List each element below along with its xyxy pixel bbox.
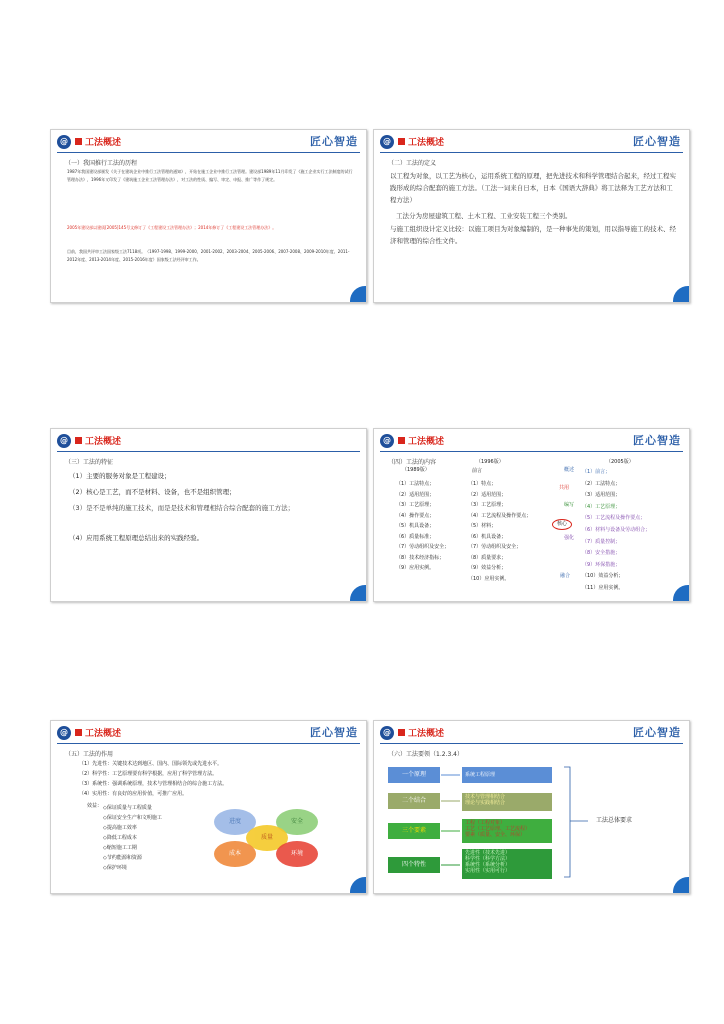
circle-progress: 进度 <box>214 809 256 835</box>
slide-title: 工法概述 <box>408 437 445 447</box>
slide-3 <box>50 428 367 602</box>
preface-label: 前言 <box>472 468 483 474</box>
slide-1 <box>50 129 367 303</box>
list-item: ◇缩短施工工期 <box>103 845 137 851</box>
content-line: 要素（质量、安全、环保） <box>465 832 526 838</box>
title-marker-icon <box>398 437 405 444</box>
brand-logo: 匠心智造 <box>633 135 681 148</box>
effects-list <box>103 803 162 873</box>
list-item: （8）技术经济指标； <box>396 554 445 561</box>
list-item: （4）应用系统工程原理总结出来的实践经验。 <box>69 534 204 542</box>
content-line: 技术与管理相结合 <box>465 794 506 800</box>
slide-header <box>374 721 689 745</box>
title-marker-icon <box>398 729 405 736</box>
list-item: （1）前言； <box>582 469 611 475</box>
circle-safety: 安全 <box>276 809 318 835</box>
logo-icon: @ <box>57 434 71 448</box>
paragraph: 目前，我国共评审工法国家级工法7118项。（1997-1998、1999-2000、2001-2002、2003-2004、2005-2006、2007-2008、2009-2010年度、2011-2012年度、2013-2014年度、2015-2016年度）国家级工法经评审工作。 <box>67 249 350 262</box>
circle-cost: 成本 <box>214 841 256 867</box>
list-item: （1）特点； <box>468 481 497 487</box>
section-title: （四）工法的内容 <box>388 459 437 466</box>
brand-logo: 匠心智造 <box>633 434 681 447</box>
section-title: （三）工法的特征 <box>65 459 114 466</box>
corner-decoration <box>350 585 367 602</box>
list-item: （6）质量标准； <box>396 533 435 540</box>
content-line: 科学性（科学方法） <box>465 856 511 862</box>
column-2005 <box>582 467 650 595</box>
header-rule <box>380 743 683 744</box>
logo-icon: @ <box>380 726 394 740</box>
list-item: （2）工法特点； <box>582 480 621 487</box>
list-item: （3）系统性：强调系统原理，技术与管理相结合的综合施工方法。 <box>79 781 228 787</box>
list-item: ◇降低工程成本 <box>103 835 137 841</box>
list-item: （4）操作要点； <box>396 512 435 519</box>
header-rule <box>57 743 360 744</box>
brand-logo: 匠心智造 <box>310 726 358 739</box>
slide-header <box>374 429 689 453</box>
brand-logo: 匠心智造 <box>633 726 681 739</box>
slide-title: 工法概述 <box>408 138 445 148</box>
paragraph: 2005年建设部以建质[2005]145号文修订了《工程建设工法管理办法》；2014年修订了《工程建设工法管理办法》。 <box>67 225 277 230</box>
title-marker-icon <box>75 729 82 736</box>
row-label: 三个要素 <box>388 823 440 839</box>
list-item: （2）核心是工艺，而不是材料、设备，也不是组织管理； <box>69 488 236 496</box>
list-item: （7）劳动组织及安全； <box>396 544 450 550</box>
list-item: （8）安全措施； <box>582 550 621 557</box>
list-item: ◇节约能源和资源 <box>103 855 142 861</box>
header-rule <box>380 152 683 153</box>
list-item: （2）适用范围； <box>396 491 435 498</box>
section-title: （二）工法的定义 <box>388 160 437 167</box>
list-item: （4）工艺流程及操作要点； <box>468 512 532 519</box>
list-item: （1）主要的服务对象是工程建设； <box>69 472 171 480</box>
corner-decoration <box>350 286 367 303</box>
content-line: 工程（工程对象） <box>465 820 506 826</box>
corner-decoration <box>673 877 690 894</box>
row-label: 二个结合 <box>388 793 440 809</box>
paragraph: 与施工组织设计定义比较：以施工项目为对象编制的，是一种事先的策划，用以指导施工的技术、经济和管理的综合性文件。 <box>390 225 676 245</box>
logo-icon: @ <box>57 726 71 740</box>
content-line: 先进性（技术先进） <box>465 850 511 856</box>
list-item: （2）科学性：工艺原理要有科学根据，应用了科学管理方法。 <box>79 771 218 777</box>
tag-label: 融合 <box>560 573 571 579</box>
row-label: 四个特性 <box>388 857 440 873</box>
summary-label: 工法总体要求 <box>596 817 633 824</box>
list-item: （4）工艺原理； <box>582 503 621 510</box>
content-line: 系统工程原理 <box>465 772 496 778</box>
list-item: （2）适用范围； <box>468 491 507 498</box>
list-item: （9）效益分析； <box>468 565 507 571</box>
row-content <box>462 849 552 879</box>
section-title: （六）工法要领（1.2.3.4） <box>388 751 463 758</box>
column-1989 <box>396 479 449 574</box>
list-item: （3）是不是单纯的施工技术，而是是技术和管理相结合综合配套的施工方法； <box>69 504 295 512</box>
title-marker-icon <box>75 138 82 145</box>
paragraph: 1987年我国建设部颁发《关于在建筑企业中推行工法管理的通知》，开始在施工企业中推行工法管理。建设部1989年11月印发了《施工企业实行工法制度的试行管理办法》，1996年又印发了《建筑施工企业工法管理办法》，对工法的性质、编写、审定、申报、推广等作了规定。 <box>67 169 353 182</box>
slide-header <box>51 130 366 154</box>
list-item: （11）应用实例。 <box>582 584 624 591</box>
corner-decoration <box>673 585 690 602</box>
paragraph: 工法分为房屋建筑工程、土木工程、工业安装工程三个类别。 <box>396 212 572 220</box>
list-item: （4）实用性：有良好的应用价值，可推广应用。 <box>79 791 188 797</box>
list-item: （7）劳动组织及安全； <box>468 544 522 550</box>
tag-label: 概述 <box>564 467 575 473</box>
section-title: （一）我国推行工法的历程 <box>65 160 138 167</box>
section-title: （五）工法的作用 <box>65 751 114 758</box>
content-line: 工艺（工艺原理、工艺流程） <box>465 826 531 832</box>
row-content <box>462 767 552 783</box>
list-item: ◇保证安全生产和文明施工 <box>103 815 162 821</box>
header-rule <box>57 451 360 452</box>
version-header-1989: （1989版） <box>402 467 430 473</box>
slide-header <box>51 429 366 453</box>
tag-label: 强化 <box>564 535 575 541</box>
effect-label: 效益： <box>87 803 103 809</box>
list-item: （5）工艺流程及操作要点； <box>582 515 646 522</box>
list-item: （10）应用实例。 <box>468 575 510 582</box>
title-marker-icon <box>75 437 82 444</box>
list-item: （9）应用实例。 <box>396 565 435 571</box>
list-item: （1）先进性：关键技术达到地区、国内、国际领先或先进水平。 <box>79 761 223 767</box>
list-item: （10）效益分析； <box>582 573 624 580</box>
slide-title: 工法概述 <box>85 729 122 739</box>
tag-label: 编写 <box>564 502 575 508</box>
tag-label: 共用 <box>559 485 570 491</box>
corner-decoration <box>673 286 690 303</box>
header-rule <box>57 152 360 153</box>
list-item: （8）质量要求； <box>468 554 507 561</box>
list-item: （5）机具设备； <box>396 523 435 529</box>
slide-6 <box>373 720 690 894</box>
list-item: （9）环保措施； <box>582 561 621 568</box>
slide-5 <box>50 720 367 894</box>
core-label: 核心 <box>552 519 572 530</box>
slide-header <box>374 130 689 154</box>
list-item: （3）工艺原理； <box>396 502 435 508</box>
row-content <box>462 819 552 843</box>
slide-title: 工法概述 <box>85 138 122 148</box>
list-item: （3）工艺原理； <box>468 502 507 508</box>
circle-quality: 质量 <box>246 825 288 851</box>
list-item: （3）适用范围； <box>582 492 621 499</box>
version-header-2005: （2005版） <box>606 459 634 465</box>
circle-environment: 环境 <box>276 841 318 867</box>
paragraph: 以工程为对象，以工艺为核心，运用系统工程的原理，把先进技术和科学管理结合起来，经过工程实践形成的综合配套的施工方法。（工法一词来自日本，日本《国语大辞典》将工法释为工艺方法和工程方法） <box>390 172 676 204</box>
logo-icon: @ <box>380 135 394 149</box>
slide-header <box>51 721 366 745</box>
slide-title: 工法概述 <box>85 437 122 447</box>
list-item: （5）材料； <box>468 523 497 529</box>
slide-title: 工法概述 <box>408 729 445 739</box>
list-item: （6）材料与设备及劳动组合； <box>582 526 651 533</box>
brand-logo: 匠心智造 <box>310 135 358 148</box>
content-line: 系统性（系统分析） <box>465 862 511 868</box>
version-header-1996: （1996版） <box>476 459 504 465</box>
list-item: （1）工法特点； <box>396 481 435 487</box>
list-item: （6）机具设备； <box>468 533 507 540</box>
list-item: （7）质量控制； <box>582 538 621 545</box>
logo-icon: @ <box>380 434 394 448</box>
list-item: ◇保证质量与工程质量 <box>103 805 152 811</box>
header-rule <box>380 451 683 452</box>
corner-decoration <box>350 877 367 894</box>
logo-icon: @ <box>57 135 71 149</box>
title-marker-icon <box>398 138 405 145</box>
row-content <box>462 793 552 811</box>
list-item: ◇保护环境 <box>103 865 127 871</box>
content-line: 实用性（实用可行） <box>465 868 511 874</box>
list-item: ◇提高施工效率 <box>103 825 137 831</box>
row-label: 一个原理 <box>388 767 440 783</box>
content-line: 理论与实践相结合 <box>465 800 506 806</box>
column-1996 <box>468 479 531 584</box>
slide-2 <box>373 129 690 303</box>
slide-4 <box>373 428 690 602</box>
